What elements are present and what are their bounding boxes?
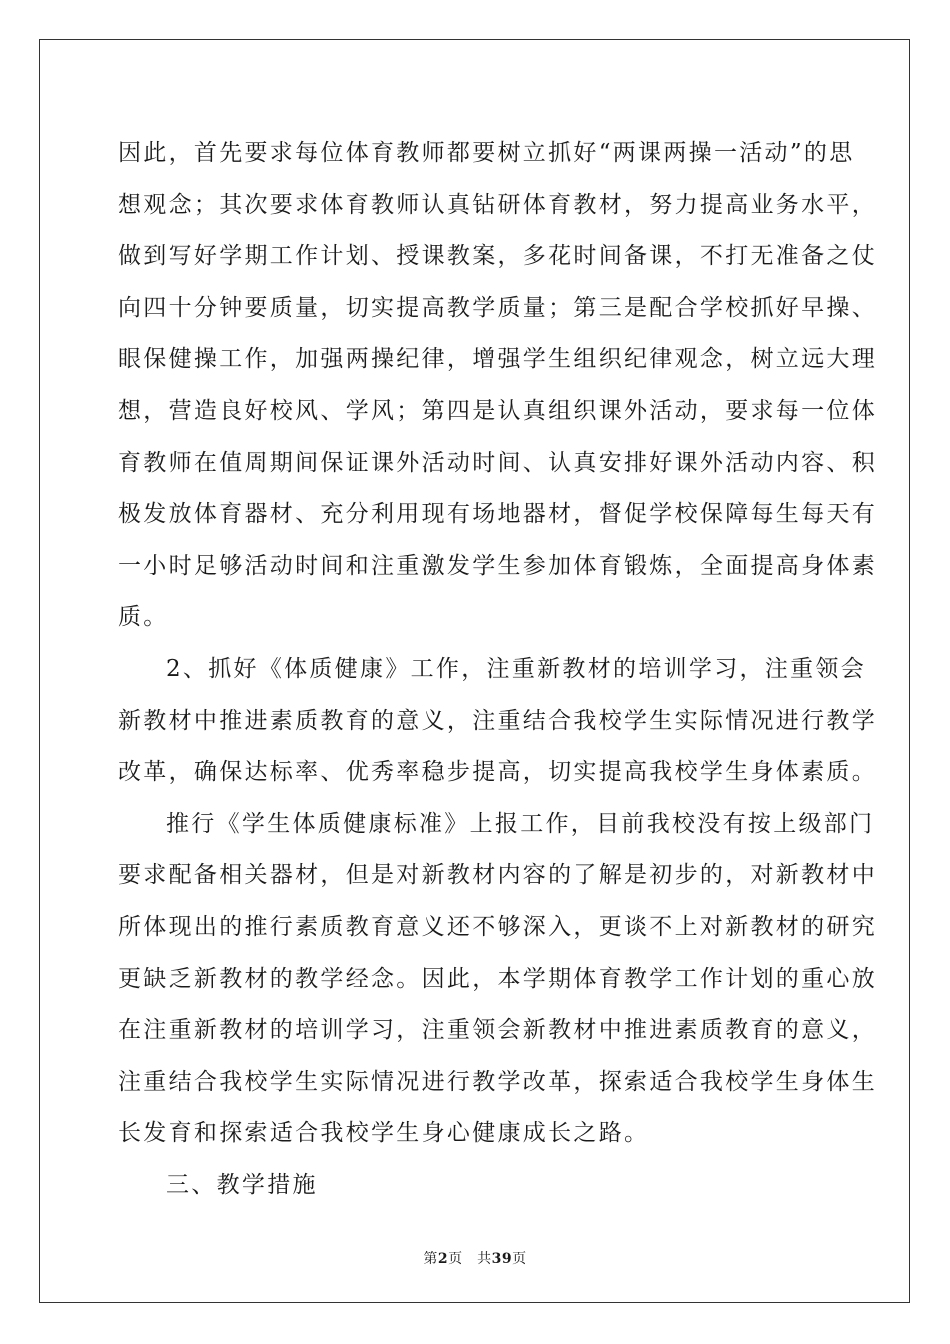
footer-mid: 页 共 xyxy=(448,1251,492,1267)
paragraph-start-line: 推行《学生体质健康标准》上报工作，目前我校没有按上级部门 xyxy=(166,810,875,837)
text-line: 眼保健操工作，加强两操纪律，增强学生组织纪律观念，树立远大理 xyxy=(118,346,877,373)
text-line: 注重结合我校学生实际情况进行教学改革，探索适合我校学生身体生 xyxy=(118,1068,877,1095)
text-line: 因此，首先要求每位体育教师都要树立抓好“两课两操一活动”的思 xyxy=(118,140,855,166)
text-line: 育教师在值周期间保证课外活动时间、认真安排好课外活动内容、积 xyxy=(118,449,877,476)
text-line: 要求配备相关器材，但是对新教材内容的了解是初步的，对新教材中 xyxy=(118,862,877,889)
total-page-number: 39 xyxy=(491,1251,513,1267)
text-line: 长发育和探索适合我校学生身心健康成长之路。 xyxy=(118,1120,650,1147)
text-line: 所体现出的推行素质教育意义还不够深入，更谈不上对新教材的研究 xyxy=(118,913,877,940)
footer-prefix: 第 xyxy=(423,1251,438,1267)
section-heading: 三、教学措施 xyxy=(166,1171,318,1198)
text-line: 做到写好学期工作计划、授课教案，多花时间备课，不打无准备之仗 xyxy=(118,243,877,270)
page-footer xyxy=(0,1248,950,1268)
text-line: 极发放体育器材、充分利用现有场地器材，督促学校保障每生每天有 xyxy=(118,501,877,528)
text-line: 质。 xyxy=(118,604,169,631)
text-line: 新教材中推进素质教育的意义，注重结合我校学生实际情况进行教学 xyxy=(118,707,877,734)
current-page-number: 2 xyxy=(437,1251,449,1267)
text-line: 想，营造良好校风、学风；第四是认真组织课外活动，要求每一位体 xyxy=(118,397,877,424)
text-line: 改革，确保达标率、优秀率稳步提高，切实提高我校学生身体素质。 xyxy=(118,759,877,786)
document-body xyxy=(118,128,877,1211)
text-line: 一小时足够活动时间和注重激发学生参加体育锻炼，全面提高身体素 xyxy=(118,552,877,579)
paragraph-start-line: 2、抓好《体质健康》工作，注重新教材的培训学习，注重领会 xyxy=(166,655,867,682)
text-line: 向四十分钟要质量，切实提高教学质量；第三是配合学校抓好早操、 xyxy=(118,294,877,321)
text-line: 想观念；其次要求体育教师认真钻研体育教材，努力提高业务水平， xyxy=(118,191,877,218)
text-line: 更缺乏新教材的教学经念。因此，本学期体育教学工作计划的重心放 xyxy=(118,965,877,992)
footer-suffix: 页 xyxy=(512,1251,527,1267)
text-line: 在注重新教材的培训学习，注重领会新教材中推进素质教育的意义， xyxy=(118,1017,877,1044)
